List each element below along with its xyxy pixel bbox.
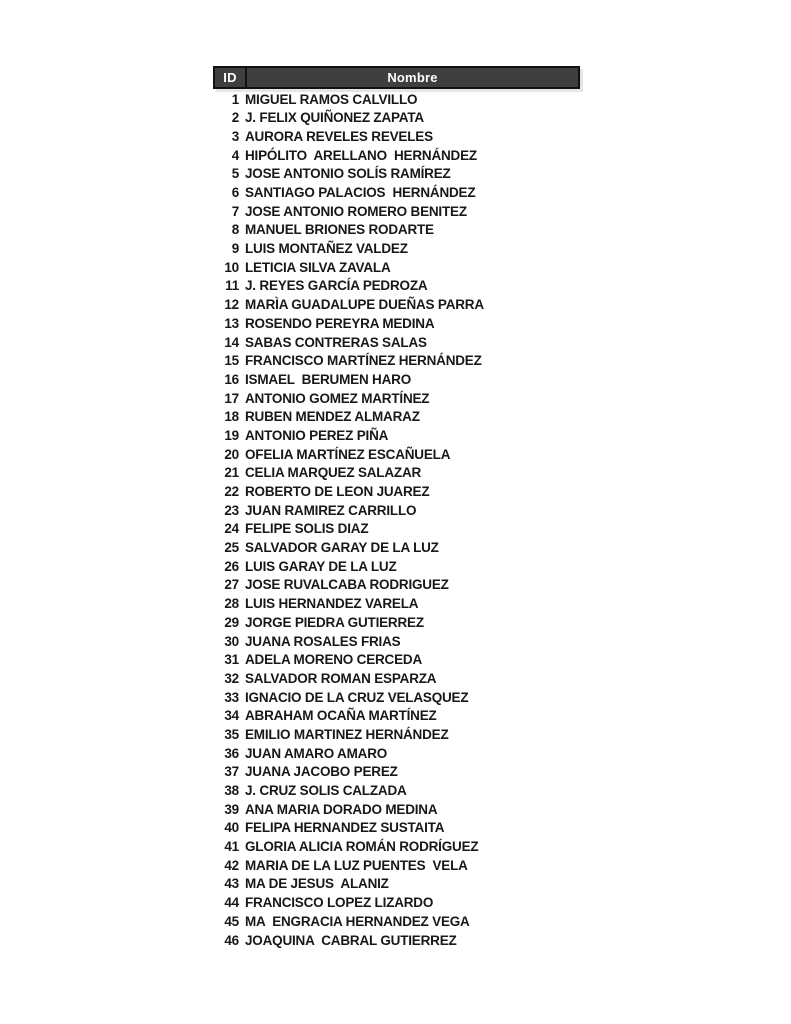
row-name: ANTONIO GOMEZ MARTÍNEZ xyxy=(245,390,430,406)
row-id: 35 xyxy=(224,726,239,742)
row-name: OFELIA MARTÍNEZ ESCAÑUELA xyxy=(245,446,451,462)
table-row xyxy=(213,202,580,221)
row-id: 21 xyxy=(224,465,239,481)
row-name: JORGE PIEDRA GUTIERREZ xyxy=(245,614,424,630)
table-row xyxy=(213,165,580,184)
row-id: 12 xyxy=(224,297,239,313)
row-id: 18 xyxy=(224,409,239,425)
table-row xyxy=(213,127,580,146)
row-id: 46 xyxy=(224,932,239,948)
row-name: SALVADOR ROMAN ESPARZA xyxy=(245,670,437,686)
row-id: 15 xyxy=(224,353,239,369)
table-row xyxy=(213,651,580,670)
row-id: 45 xyxy=(224,913,239,929)
table-row xyxy=(213,763,580,782)
row-id: 36 xyxy=(224,745,239,761)
row-name: EMILIO MARTINEZ HERNÁNDEZ xyxy=(245,726,449,742)
row-id: 44 xyxy=(224,895,239,911)
row-name: MIGUEL RAMOS CALVILLO xyxy=(245,91,418,107)
table-row xyxy=(213,894,580,913)
table-row xyxy=(213,501,580,520)
row-name: IGNACIO DE LA CRUZ VELASQUEZ xyxy=(245,689,469,705)
row-name: MARIA DE LA LUZ PUENTES VELA xyxy=(245,857,468,873)
row-name: JUAN AMARO AMARO xyxy=(245,745,388,761)
row-id: 13 xyxy=(224,315,239,331)
table-row xyxy=(213,819,580,838)
row-name: MARÌA GUADALUPE DUEÑAS PARRA xyxy=(245,297,484,313)
row-id: 40 xyxy=(224,820,239,836)
row-name: LUIS MONTAÑEZ VALDEZ xyxy=(245,241,408,257)
row-id: 6 xyxy=(231,185,239,201)
table-row xyxy=(213,146,580,165)
row-id: 22 xyxy=(224,484,239,500)
row-name: LUIS GARAY DE LA LUZ xyxy=(245,558,397,574)
row-name: J. CRUZ SOLIS CALZADA xyxy=(245,783,407,799)
row-id: 19 xyxy=(224,427,239,443)
row-id: 29 xyxy=(224,614,239,630)
roster-table xyxy=(213,66,580,950)
table-row xyxy=(213,931,580,950)
row-id: 25 xyxy=(224,540,239,556)
row-name: RUBEN MENDEZ ALMARAZ xyxy=(245,409,420,425)
table-row xyxy=(213,240,580,259)
row-id: 37 xyxy=(224,764,239,780)
row-name: MA ENGRACIA HERNANDEZ VEGA xyxy=(245,913,470,929)
row-name: J. FELIX QUIÑONEZ ZAPATA xyxy=(245,110,424,126)
row-id: 41 xyxy=(224,839,239,855)
table-row xyxy=(213,539,580,558)
row-name: JUANA ROSALES FRIAS xyxy=(245,633,401,649)
row-name: ROBERTO DE LEON JUAREZ xyxy=(245,484,430,500)
row-id: 9 xyxy=(231,241,239,257)
table-row xyxy=(213,520,580,539)
row-id: 30 xyxy=(224,633,239,649)
table-row xyxy=(213,314,580,333)
row-name: CELIA MARQUEZ SALAZAR xyxy=(245,465,422,481)
row-name: HIPÓLITO ARELLANO HERNÁNDEZ xyxy=(245,147,477,163)
row-name: JOSE ANTONIO SOLÍS RAMÍREZ xyxy=(245,166,451,182)
row-name: LUIS HERNANDEZ VARELA xyxy=(245,596,419,612)
table-row xyxy=(213,707,580,726)
table-row xyxy=(213,688,580,707)
table-row xyxy=(213,669,580,688)
row-name: MA DE JESUS ALANIZ xyxy=(245,876,389,892)
row-id: 7 xyxy=(231,203,239,219)
row-name: ROSENDO PEREYRA MEDINA xyxy=(245,315,435,331)
row-id: 42 xyxy=(224,857,239,873)
row-name: JUANA JACOBO PEREZ xyxy=(245,764,398,780)
row-name: JOAQUINA CABRAL GUTIERREZ xyxy=(245,932,457,948)
row-name: FELIPA HERNANDEZ SUSTAITA xyxy=(245,820,445,836)
row-id: 11 xyxy=(225,278,239,294)
table-row xyxy=(213,109,580,128)
table-body xyxy=(213,90,580,950)
table-row xyxy=(213,370,580,389)
row-id: 38 xyxy=(224,783,239,799)
table-row xyxy=(213,725,580,744)
row-name: FRANCISCO MARTÍNEZ HERNÁNDEZ xyxy=(245,353,482,369)
table-row xyxy=(213,258,580,277)
row-name: SALVADOR GARAY DE LA LUZ xyxy=(245,540,439,556)
row-id: 26 xyxy=(224,558,239,574)
row-id: 23 xyxy=(224,502,239,518)
row-id: 28 xyxy=(224,596,239,612)
table-row xyxy=(213,576,580,595)
row-name: JOSE ANTONIO ROMERO BENITEZ xyxy=(245,203,467,219)
row-name: FRANCISCO LOPEZ LIZARDO xyxy=(245,895,434,911)
row-id: 43 xyxy=(224,876,239,892)
row-name: ABRAHAM OCAÑA MARTÍNEZ xyxy=(245,708,437,724)
column-header-nombre: Nombre xyxy=(387,70,438,85)
row-name: JUAN RAMIREZ CARRILLO xyxy=(245,502,417,518)
row-name: SANTIAGO PALACIOS HERNÁNDEZ xyxy=(245,185,476,201)
row-name: FELIPE SOLIS DIAZ xyxy=(245,521,369,537)
row-id: 2 xyxy=(231,110,239,126)
table-row xyxy=(213,595,580,614)
row-name: J. REYES GARCÍA PEDROZA xyxy=(245,278,428,294)
table-row xyxy=(213,352,580,371)
row-name: SABAS CONTRERAS SALAS xyxy=(245,334,427,350)
table-row xyxy=(213,482,580,501)
row-id: 20 xyxy=(224,446,239,462)
table-row xyxy=(213,90,580,109)
table-row xyxy=(213,875,580,894)
table-row xyxy=(213,389,580,408)
row-id: 4 xyxy=(231,147,239,163)
row-name: JOSE RUVALCABA RODRIGUEZ xyxy=(245,577,449,593)
row-id: 39 xyxy=(224,801,239,817)
row-name: LETICIA SILVA ZAVALA xyxy=(245,259,391,275)
table-row xyxy=(213,426,580,445)
table-row xyxy=(213,183,580,202)
row-id: 5 xyxy=(231,166,239,182)
table-row xyxy=(213,800,580,819)
table-header-row xyxy=(213,66,580,89)
row-id: 32 xyxy=(224,670,239,686)
row-name: MANUEL BRIONES RODARTE xyxy=(245,222,434,238)
row-id: 14 xyxy=(224,334,239,350)
row-id: 24 xyxy=(224,521,239,537)
row-id: 34 xyxy=(224,708,239,724)
table-row xyxy=(213,333,580,352)
row-name: ANTONIO PEREZ PIÑA xyxy=(245,427,389,443)
table-row xyxy=(213,632,580,651)
row-id: 31 xyxy=(224,652,239,668)
table-row xyxy=(213,464,580,483)
table-row xyxy=(213,912,580,931)
row-name: AURORA REVELES REVELES xyxy=(245,128,433,144)
row-name: ADELA MORENO CERCEDA xyxy=(245,652,423,668)
table-row xyxy=(213,838,580,857)
row-id: 3 xyxy=(231,128,239,144)
table-row xyxy=(213,613,580,632)
row-id: 17 xyxy=(224,390,239,406)
table-row xyxy=(213,445,580,464)
table-row xyxy=(213,744,580,763)
table-row xyxy=(213,781,580,800)
table-row xyxy=(213,221,580,240)
row-id: 33 xyxy=(224,689,239,705)
row-id: 8 xyxy=(231,222,239,238)
table-row xyxy=(213,408,580,427)
column-header-id: ID xyxy=(215,68,247,87)
table-row xyxy=(213,856,580,875)
table-row xyxy=(213,296,580,315)
table-row xyxy=(213,557,580,576)
row-name: ANA MARIA DORADO MEDINA xyxy=(245,801,438,817)
table-row xyxy=(213,277,580,296)
row-name: GLORIA ALICIA ROMÁN RODRÍGUEZ xyxy=(245,839,479,855)
row-name: ISMAEL BERUMEN HARO xyxy=(245,371,412,387)
row-id: 1 xyxy=(231,91,239,107)
row-id: 10 xyxy=(224,259,239,275)
row-id: 27 xyxy=(224,577,239,593)
row-id: 16 xyxy=(224,371,239,387)
